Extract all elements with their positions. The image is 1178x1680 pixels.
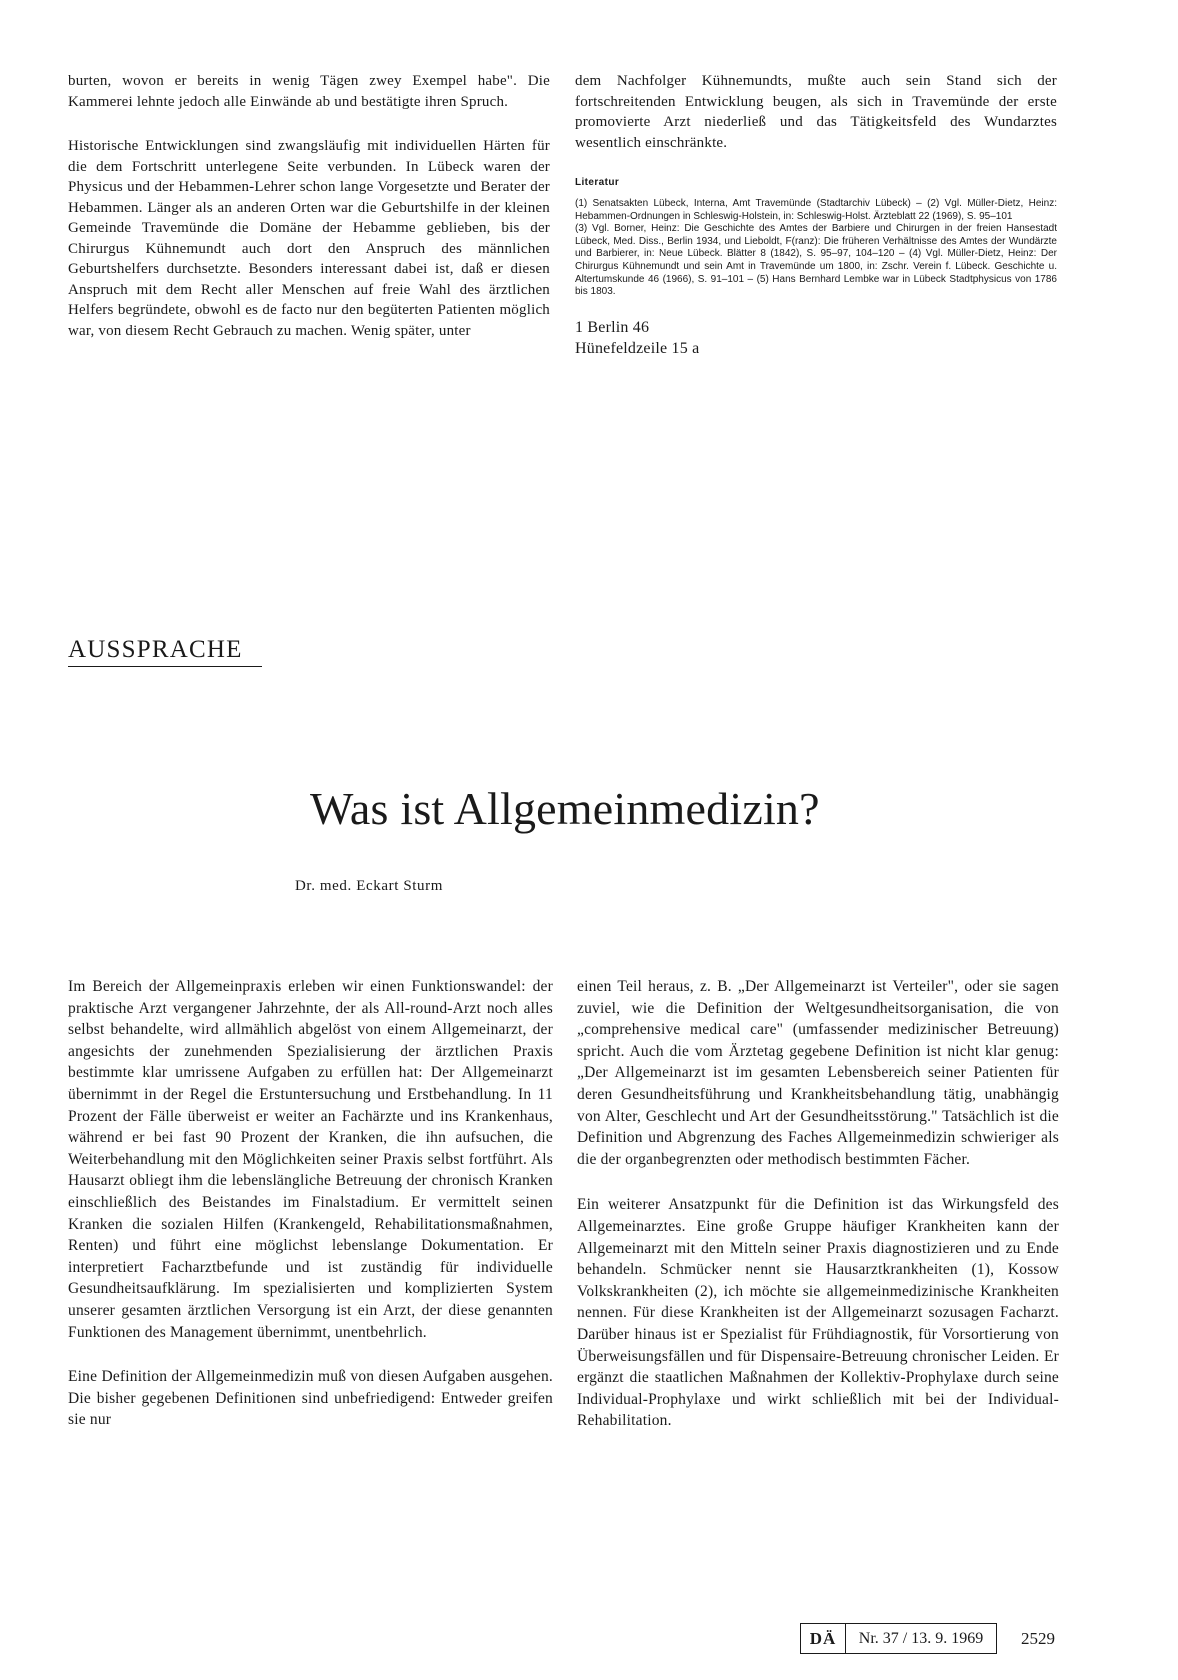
paragraph: Eine Definition der Allgemeinmedizin muß von diesen Aufgaben ausgehen. Die bisher gegebenen Definitionen sind unbefriedigend: Entweder greifen sie nur xyxy=(68,1368,553,1429)
paragraph: dem Nachfolger Kühnemundts, mußte auch sein Stand sich der fortschreitenden Entwicklung beugen, als sich in Travemünde der erste promovierte Arzt niederließ und das Tätigkeitsfeld des Wundarztes wesentlich einschränkte. xyxy=(575,73,1057,151)
author-address xyxy=(575,317,1057,359)
paragraph: einen Teil heraus, z. B. „Der Allgemeinarzt ist Verteiler", oder sie sagen zuviel, wie die Definition der Weltgesundheitsorganisation, die von „comprehensive medical care" (umfassender medizinischer Betreuung) spricht. Auch die vom Ärztetag gegebene Definition ist nicht klar genug: „Der Allgemeinarzt ist im gesamten Lebensbereich seiner Patienten für deren Gesundheitsführung und Krankheitsbehandlung tätig, unabhängig von Alter, Geschlecht und Art der Gesundheitsstörung." Tatsächlich ist die Definition und Abgrenzung des Faches Allgemeinmedizin schwieriger als die der organbegrenzten oder methodisch bestimmten Fächer. xyxy=(577,978,1059,1168)
article-left-column xyxy=(68,976,553,1431)
address-line: 1 Berlin 46 xyxy=(575,318,650,336)
issue-info: Nr. 37 / 13. 9. 1969 xyxy=(846,1623,997,1654)
page-footer xyxy=(800,1623,1055,1654)
page-number: 2529 xyxy=(1021,1628,1055,1648)
article-author: Dr. med. Eckart Sturm xyxy=(295,878,443,894)
address-line: Hünefeldzeile 15 a xyxy=(575,339,700,357)
paragraph: Im Bereich der Allgemeinpraxis erleben wir einen Funktionswandel: der praktische Arzt vergangener Jahrzehnte, der als All-round-Arzt noch alles selbst behandelte, wird allmählich abgelöst von einem Allgemeinarzt, der angesichts der zunehmenden Spezialisierung der ärztlichen Praxis bestimmte klar umrissene Aufgaben zu erfüllen hat: Der Allgemeinarzt übernimmt in der Regel die Erstuntersuchung und Erstbehandlung. In 11 Prozent der Fälle überweist er weiter an Fachärzte und ins Krankenhaus, während er bei fast 90 Prozent der Kranken, die ihn aufsuchen, die Weiterbehandlung mit den Möglichkeiten seiner Praxis selbst fortführt. Als Hausarzt obliegt ihm die lebenslängliche Betreuung der chronisch Kranken einschließlich des Beistandes im Finalstadium. Er vermittelt seinen Kranken die sozialen Hilfen (Krankengeld, Rehabilitationsmaßnahmen, Renten) und führt eine möglichst lebenslange Dokumentation. Er interpretiert Facharztbefunde und ist zuständig für individuelle Gesundheitsaufklärung. Im spezialisierten und komplizierten System unserer gesamten ärztlichen Versorgung ist ein Arzt, der diese genannten Funktionen des Management übernimmt, unentbehrlich. xyxy=(68,978,553,1341)
previous-article-right-column xyxy=(575,71,1057,359)
paragraph: Ein weiterer Ansatzpunkt für die Definition ist das Wirkungsfeld des Allgemeinarztes. Eine große Gruppe häufiger Krankheiten kann der Allgemeinarzt mit den Mitteln seiner Praxis diagnostizieren und zu Ende behandeln. Schmücker nennt sie Hausarztkrankheiten (1), Kossow Volkskrankheiten (2), ich möchte sie allgemeinmedizinische Krankheiten nennen. Für diese Krankheiten ist der Allgemeinarzt sozusagen Facharzt. Darüber hinaus ist er Spezialist für Frühdiagnostik, für Vorsortierung von Überweisungsfällen und für Dispensaire-Betreuung chronischer Leiden. Er ergänzt die staatlichen Maßnahmen der Kollektiv-Prophylaxe durch seine Individual-Prophylaxe und wirkt schließlich mit bei der Individual-Rehabilitation. xyxy=(577,1196,1059,1430)
article-title: Was ist Allgemeinmedizin? xyxy=(310,783,820,834)
previous-article-left-column xyxy=(68,71,550,341)
journal-logo: DÄ xyxy=(800,1623,846,1654)
paragraph: Historische Entwicklungen sind zwangsläufig mit individuellen Härten für die dem Fortschritt unterlegene Seite verbunden. In Lübeck waren der Physicus und der Hebammen-Lehrer schon lange Vorgesetzte und Berater der Hebammen. Länger als an anderen Orten war die Geburtshilfe in der kleinen Gemeinde Travemünde die Domäne der Hebamme geblieben, bis der Chirurgus Kühnemundt auch dort den Anspruch des männlichen Geburtshelfers durchsetzte. Besonders interessant dabei ist, daß er diesen Anspruch mit dem Recht aller Menschen auf freie Wahl des ärztlichen Helfers begründete, obwohl es de facto nur den begüterten Patienten möglich war, von diesem Recht Gebrauch zu machen. Wenig später, unter xyxy=(68,138,550,339)
literature-entry: (3) Vgl. Borner, Heinz: Die Geschichte des Amtes der Barbiere und Chirurgen in der freien Hansestadt Lübeck, Med. Diss., Berlin 1934, und Lieboldt, F(ranz): Die früheren Verhältnisse des Amtes der Wundärzte und Barbierer, in: Neue Lübeck. Blätter 8 (1842), S. 95–97, 104–120 – (4) Vgl. Müller-Dietz, Heinz: Der Chirurgus Kühnemundt und sein Amt in Travemünde um 1800, in: Zschr. Verein f. Lübeck. Geschichte u. Altertumskunde 46 (1966), S. 91–101 – (5) Hans Bernhard Lembke war in Lübeck Stadtphysicus von 1786 bis 1803. xyxy=(575,223,1057,298)
section-label: AUSSPRACHE xyxy=(68,636,262,667)
literature-heading: Literatur xyxy=(575,177,620,188)
article-right-column xyxy=(577,976,1059,1432)
paragraph: burten, wovon er bereits in wenig Tägen zwey Exempel habe". Die Kammerei lehnte jedoch alle Einwände ab und bestätigte ihren Spruch. xyxy=(68,73,550,110)
literature-entry: (1) Senatsakten Lübeck, Interna, Amt Travemünde (Stadtarchiv Lübeck) – (2) Vgl. Müller-Dietz, Heinz: Hebammen-Ordnungen in Schleswig-Holstein, in: Schleswig-Holst. Ärzteblatt 22 (1969), S. 95–101 xyxy=(575,198,1057,222)
